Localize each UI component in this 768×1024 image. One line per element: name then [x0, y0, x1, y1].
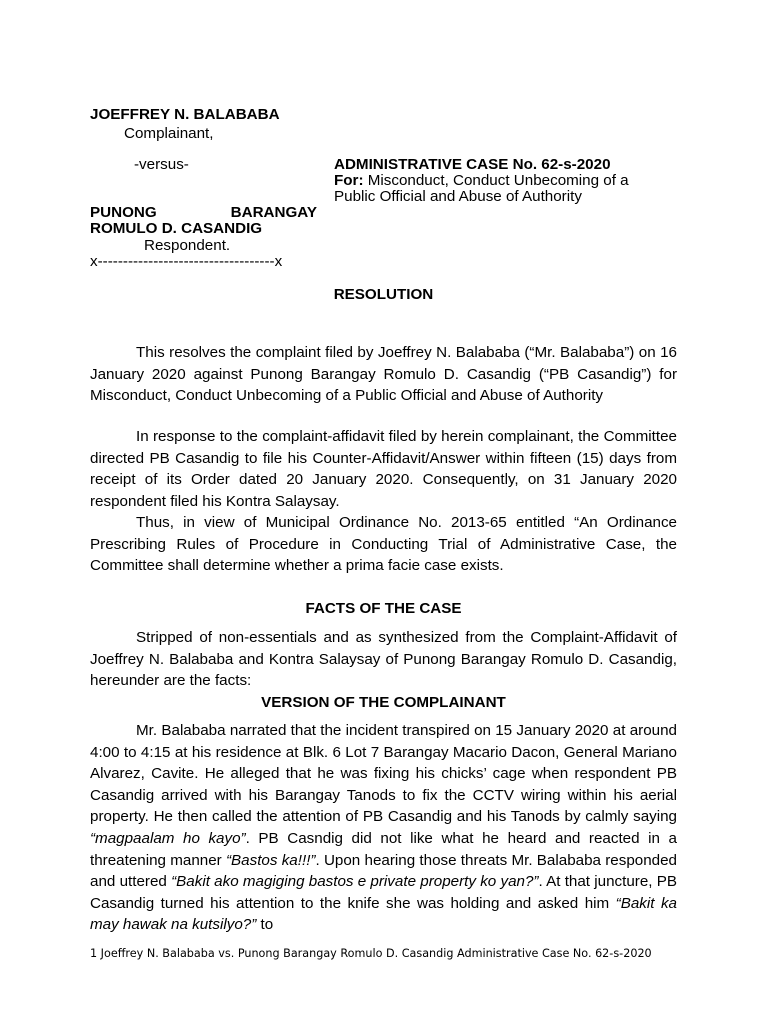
- quote-kutsilyo: “Bakit ka may hawak na kutsilyo?”: [90, 894, 677, 934]
- respondent-role: Respondent.: [144, 237, 231, 254]
- quote-private-property: “Bakit ako magiging bastos e private property ko yan?”: [171, 873, 539, 891]
- complainant-name: JOEFFREY N. BALABABA: [90, 106, 280, 123]
- facts-heading: FACTS OF THE CASE: [305, 600, 462, 617]
- for-label: For:: [334, 172, 364, 189]
- respondent-name: ROMULO D. CASANDIG: [90, 220, 263, 237]
- narration-text-1: Mr. Balababa narrated that the incident transpired on 15 January 2020 at around 4:00 to 4:15 at his residence at Blk. 6 Lot 7 Barangay Macario Dacon, General Mariano Alvarez, Cavite. He alleged that he was fixing his chicks’ cage when respondent PB Casandig arrived with his Barangay Tanods to fix the CCTV wiring within his aerial property. He then called the attention of PB Casandig and his Tanods by calmly saying: [90, 722, 677, 826]
- case-subject-line-2: Public Official and Abuse of Authority: [334, 188, 582, 205]
- paragraph-intro: This resolves the complaint filed by Joeffrey N. Balababa (“Mr. Balababa”) on 16 January 2020 against Punong Barangay Romulo D. Casandig (“PB Casandig”) for Misconduct, Conduct Unbecoming of a Public Official and Abuse of Authority: [90, 344, 677, 405]
- resolution-heading: RESOLUTION: [333, 286, 434, 303]
- paragraph-facts-intro: Stripped of non-essentials and as synthesized from the Complaint-Affidavit of Joeffrey N. Balababa and Kontra Salaysay of Punong Barangay Romulo D. Casandig, hereunder are the facts:: [90, 629, 677, 690]
- paragraph-complainant-narration: [90, 720, 677, 936]
- complainant-version-heading: VERSION OF THE COMPLAINANT: [261, 694, 506, 711]
- footnote: 1 Joeffrey N. Balababa vs. Punong Barangay Romulo D. Casandig Administrative Case No. 62-s-2020: [90, 947, 652, 960]
- respondent-word-1: PUNONG: [90, 204, 157, 221]
- narration-text-5: to: [256, 916, 274, 934]
- for-text-1: Misconduct, Conduct Unbecoming of a: [363, 172, 629, 189]
- quote-bastos: “Bastos ka!!!”: [225, 851, 316, 869]
- case-title: ADMINISTRATIVE CASE No. 62-s-2020: [334, 156, 611, 173]
- narration-text-3: . Upon hearing those threats Mr. Balababa responded and uttered: [90, 851, 677, 891]
- case-subject-line-1: [334, 172, 629, 189]
- respondent-line-1: [90, 204, 317, 221]
- respondent-word-2: BARANGAY: [230, 204, 317, 221]
- caption-separator: x-----------------------------------x: [90, 253, 283, 270]
- versus-label: -versus-: [134, 156, 189, 173]
- paragraph-response: In response to the complaint-affidavit filed by herein complainant, the Committee directed PB Casandig to file his Counter-Affidavit/Answer within fifteen (15) days from receipt of its Order dated 20 January 2020. Consequently, on 31 January 2020 respondent filed his Kontra Salaysay.: [90, 428, 677, 510]
- paragraph-ordinance: Thus, in view of Municipal Ordinance No. 2013-65 entitled “An Ordinance Prescribing Rules of Procedure in Conducting Trial of Administrative Case, the Committee shall determine whether a prima facie case exists.: [90, 514, 677, 575]
- complainant-role: Complainant,: [124, 125, 214, 142]
- quote-magpaalam: “magpaalam ho kayo”: [90, 829, 246, 847]
- narration-text-2: . PB Casndig did not like what he heard and reacted in a threatening manner: [90, 829, 677, 869]
- narration-text-4: . At that juncture, PB Casandig turned his attention to the knife she was holding and asked him: [90, 873, 678, 912]
